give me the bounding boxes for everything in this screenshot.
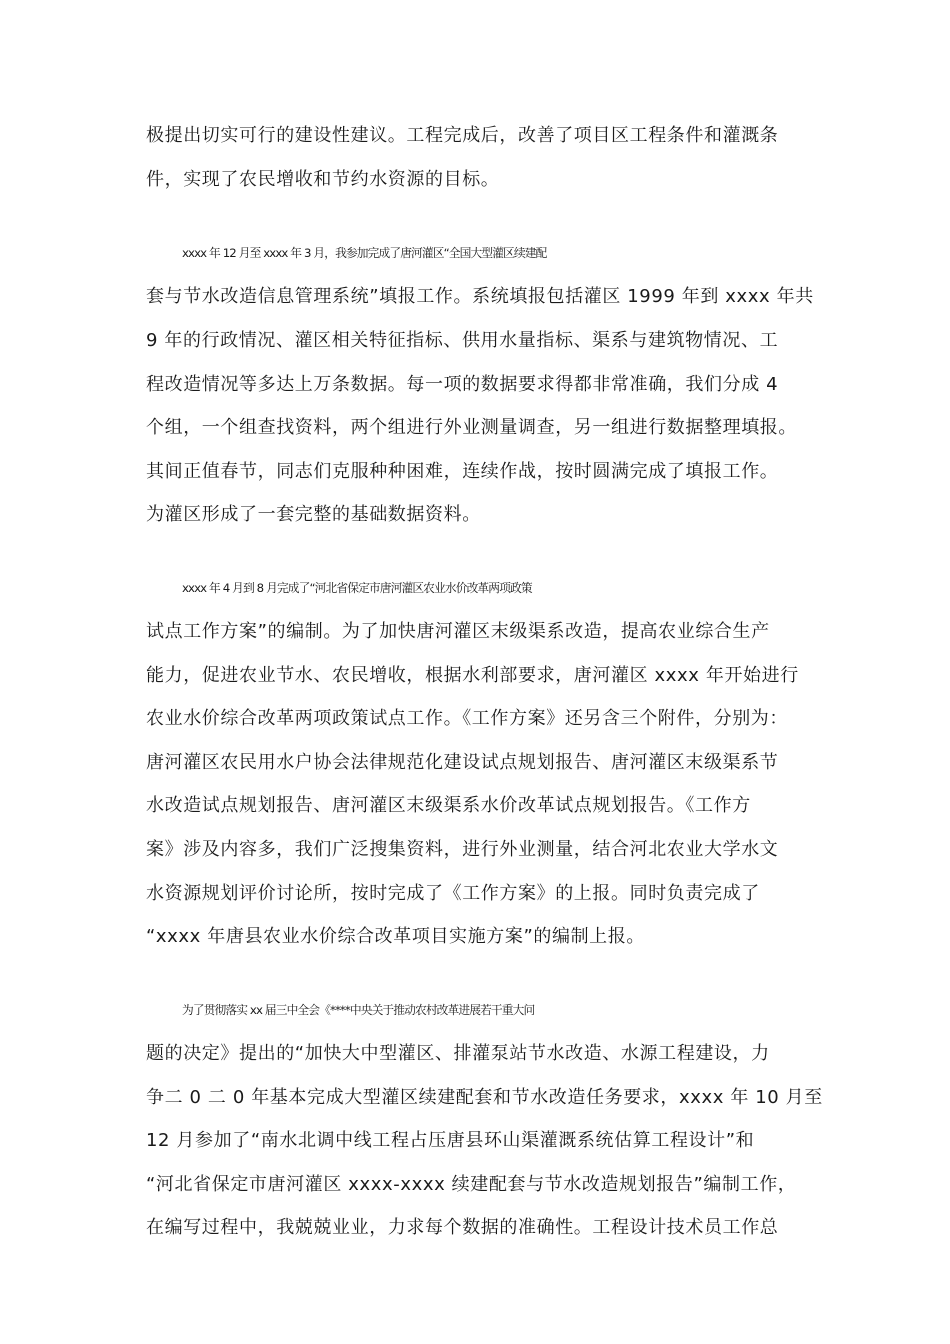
text-line: “xxxx 年唐县农业水价综合改革项目实施方案”的编制上报。 bbox=[146, 926, 645, 947]
text-line: xxxx 年 4 月到 8 月完成了“河北省保定市唐河灌区农业水价改革两项政策 bbox=[182, 581, 532, 595]
text-line: “河北省保定市唐河灌区 xxxx-xxxx 续建配套与节水改造规划报告”编制工作， bbox=[146, 1174, 797, 1195]
text-line: 程改造情况等多达上万条数据。每一项的数据要求得都非常准确，我们分成 4 bbox=[146, 374, 779, 395]
text-line: 其间正值春节，同志们克服种种困难，连续作战，按时圆满完成了填报工作。 bbox=[146, 461, 779, 482]
text-line: xxxx 年 12 月至 xxxx 年 3 月，我参加完成了唐河灌区“全国大型灌区续建配 bbox=[182, 246, 547, 260]
text-line: 水资源规划评价讨论所，按时完成了《工作方案》的上报。同时负责完成了 bbox=[146, 883, 760, 904]
text-line: 农业水价综合改革两项政策试点工作。《工作方案》还另含三个附件，分别为： bbox=[146, 708, 788, 729]
text-line: 案》涉及内容多，我们广泛搜集资料，进行外业测量，结合河北农业大学水文 bbox=[146, 839, 779, 860]
text-line: 唐河灌区农民用水户协会法律规范化建设试点规划报告、唐河灌区末级渠系节 bbox=[146, 752, 779, 773]
text-line: 件，实现了农民增收和节约水资源的目标。 bbox=[146, 169, 500, 190]
text-line: 9 年的行政情况、灌区相关特征指标、供用水量指标、渠系与建筑物情况、工 bbox=[146, 330, 779, 351]
text-line: 为了贯彻落实 xx 届三中全会《****中央关于推动农村改革进展若干重大问 bbox=[182, 1003, 535, 1017]
text-line: 极提出切实可行的建设性建议。工程完成后，改善了项目区工程条件和灌溉条 bbox=[146, 125, 779, 146]
text-line: 12 月参加了“南水北调中线工程占压唐县环山渠灌溉系统估算工程设计”和 bbox=[146, 1130, 755, 1151]
text-line: 试点工作方案”的编制。为了加快唐河灌区末级渠系改造，提高农业综合生产 bbox=[146, 621, 770, 642]
text-line: 题的决定》提出的“加快大中型灌区、排灌泵站节水改造、水源工程建设，力 bbox=[146, 1043, 770, 1064]
text-line: 水改造试点规划报告、唐河灌区末级渠系水价改革试点规划报告。《工作方 bbox=[146, 795, 751, 816]
text-line: 在编写过程中，我兢兢业业，力求每个数据的准确性。工程设计技术员工作总 bbox=[146, 1217, 779, 1238]
text-line: 能力，促进农业节水、农民增收，根据水利部要求，唐河灌区 xxxx 年开始进行 bbox=[146, 665, 799, 686]
text-line: 套与节水改造信息管理系统”填报工作。系统填报包括灌区 1999 年到 xxxx 年共 bbox=[146, 286, 814, 307]
text-line: 个组，一个组查找资料，两个组进行外业测量调查，另一组进行数据整理填报。 bbox=[146, 417, 797, 438]
text-line: 为灌区形成了一套完整的基础数据资料。 bbox=[146, 504, 481, 525]
text-line: 争二 0 二 0 年基本完成大型灌区续建配套和节水改造任务要求，xxxx 年 10 月至 bbox=[146, 1087, 823, 1108]
